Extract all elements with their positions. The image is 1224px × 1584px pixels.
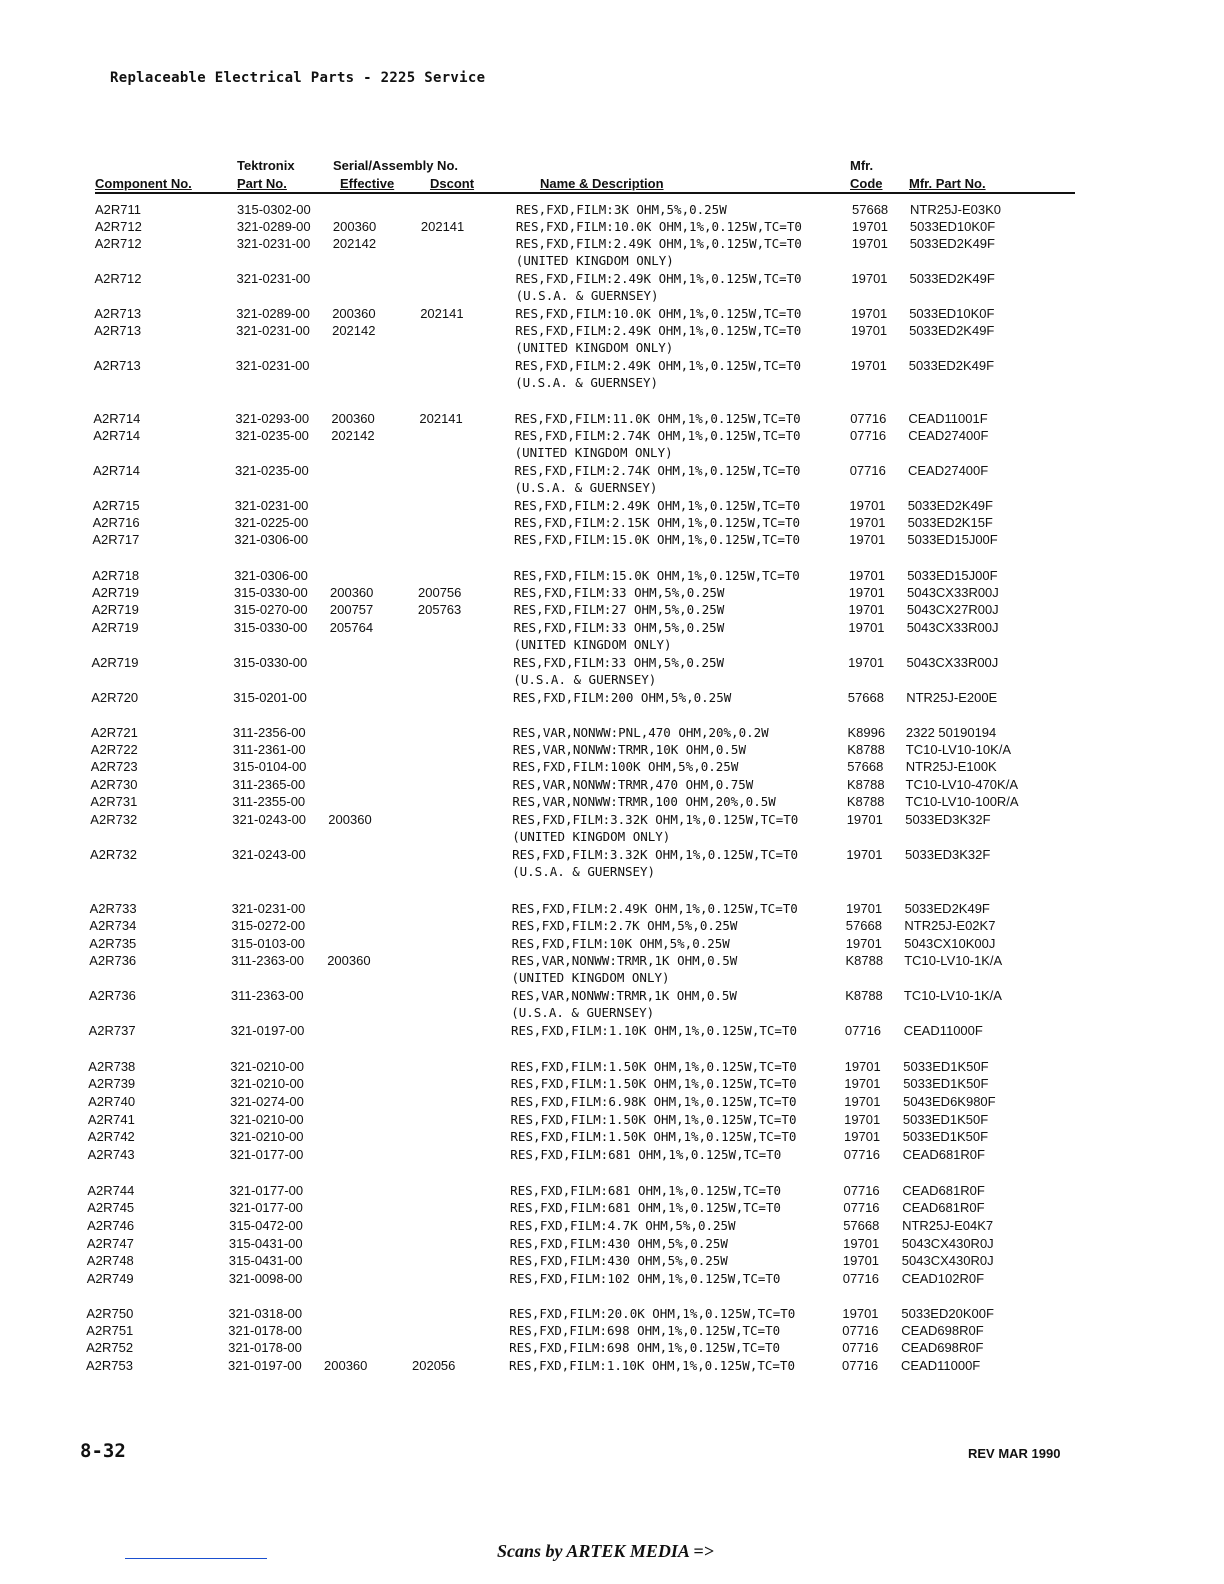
mfr-code: 19701 bbox=[842, 1306, 879, 1321]
description: RES,FXD,FILM:2.49K OHM,1%,0.125W,TC=T0 bbox=[514, 498, 801, 513]
part-no: 311-2361-00 bbox=[232, 742, 306, 757]
mfr-code: 07716 bbox=[844, 1023, 882, 1038]
part-no: 321-0231-00 bbox=[234, 498, 309, 513]
mfr-part-no: 2322 50190194 bbox=[905, 725, 997, 740]
mfr-part-no: CEAD681R0F bbox=[902, 1200, 985, 1215]
part-no: 315-0431-00 bbox=[228, 1253, 303, 1268]
description: RES,FXD,FILM:100K OHM,5%,0.25W bbox=[512, 759, 739, 774]
part-no: 311-2355-00 bbox=[232, 794, 306, 809]
mfr-code: 07716 bbox=[843, 1183, 880, 1198]
part-no: 321-0274-00 bbox=[230, 1094, 304, 1109]
part-no: 321-0178-00 bbox=[228, 1340, 302, 1355]
description-note: (UNITED KINGDOM ONLY) bbox=[515, 340, 674, 355]
description: RES,FXD,FILM:33 OHM,5%,0.25W bbox=[513, 620, 725, 635]
part-no: 321-0243-00 bbox=[232, 812, 307, 827]
description: RES,FXD,FILM:3.32K OHM,1%,0.125W,TC=T0 bbox=[512, 812, 799, 827]
component-no: A2R741 bbox=[87, 1112, 135, 1127]
serial-effective: 202142 bbox=[332, 323, 376, 338]
component-no: A2R714 bbox=[93, 428, 141, 443]
component-no: A2R720 bbox=[91, 690, 139, 705]
component-no: A2R716 bbox=[92, 515, 140, 530]
part-no-header: Part No. bbox=[237, 176, 287, 191]
component-no: A2R719 bbox=[91, 655, 139, 670]
part-no: 311-2356-00 bbox=[232, 725, 306, 740]
mfr-part-no: 5033ED1K50F bbox=[903, 1059, 989, 1074]
part-no: 315-0330-00 bbox=[234, 585, 308, 600]
mfr-part-no: CEAD681R0F bbox=[902, 1147, 985, 1162]
description-note: (U.S.A. & GUERNSEY) bbox=[515, 288, 659, 303]
mfr-part-no: CEAD102R0F bbox=[901, 1271, 985, 1286]
description: RES,FXD,FILM:15.0K OHM,1%,0.125W,TC=T0 bbox=[514, 532, 800, 547]
component-no: A2R736 bbox=[89, 953, 137, 968]
part-no: 321-0231-00 bbox=[235, 358, 310, 373]
part-no: 321-0178-00 bbox=[228, 1323, 303, 1338]
component-no-header: Component No. bbox=[95, 176, 192, 191]
mfr-part-no: NTR25J-E02K7 bbox=[904, 918, 996, 933]
serial-dscont: 202141 bbox=[420, 306, 464, 321]
part-no: 321-0243-00 bbox=[232, 847, 306, 862]
description: RES,FXD,FILM:3K OHM,5%,0.25W bbox=[516, 202, 727, 217]
mfr-code: 19701 bbox=[848, 620, 885, 635]
component-no: A2R718 bbox=[92, 568, 140, 583]
component-no: A2R731 bbox=[90, 794, 138, 809]
part-no: 315-0302-00 bbox=[237, 202, 311, 217]
mfr-code: 19701 bbox=[845, 936, 882, 951]
mfr-code: 07716 bbox=[850, 428, 887, 443]
mfr-part-no: 5033ED2K49F bbox=[909, 323, 995, 338]
description: RES,FXD,FILM:200 OHM,5%,0.25W bbox=[513, 690, 732, 705]
mfr-code: 57668 bbox=[843, 1218, 880, 1233]
description: RES,FXD,FILM:430 OHM,5%,0.25W bbox=[509, 1236, 728, 1251]
part-no: 321-0318-00 bbox=[228, 1306, 303, 1321]
mfr-code: 07716 bbox=[842, 1340, 879, 1355]
component-no: A2R719 bbox=[91, 602, 139, 617]
mfr-code: 19701 bbox=[848, 585, 885, 600]
mfr-code: 19701 bbox=[851, 271, 888, 286]
serial-effective: 205764 bbox=[329, 620, 374, 635]
mfr-code: 07716 bbox=[849, 463, 886, 478]
component-no: A2R713 bbox=[93, 358, 141, 373]
component-no: A2R749 bbox=[86, 1271, 134, 1286]
description: RES,FXD,FILM:6.98K OHM,1%,0.125W,TC=T0 bbox=[510, 1094, 797, 1109]
mfr-part-no: 5033ED2K49F bbox=[904, 901, 990, 916]
component-no: A2R714 bbox=[93, 411, 141, 426]
mfr-code: 19701 bbox=[844, 1059, 881, 1074]
mfr-code: 19701 bbox=[848, 655, 885, 670]
mfr-part-no: CEAD27400F bbox=[908, 463, 989, 478]
description: RES,VAR,NONWW:TRMR,1K OHM,0.5W bbox=[511, 953, 738, 968]
part-no: 321-0293-00 bbox=[235, 411, 310, 426]
mfr-code: 19701 bbox=[848, 568, 885, 583]
mfr-code: 19701 bbox=[846, 812, 883, 827]
mfr-part-no: 5043CX430R0J bbox=[901, 1253, 994, 1268]
mfr-part-no: 5033ED2K49F bbox=[907, 498, 993, 513]
description: RES,FXD,FILM:15.0K OHM,1%,0.125W,TC=T0 bbox=[513, 568, 800, 583]
part-no: 321-0231-00 bbox=[236, 323, 310, 338]
mfr-part-no: 5043CX27R00J bbox=[906, 602, 999, 617]
part-no: 315-0270-00 bbox=[233, 602, 308, 617]
part-no: 315-0330-00 bbox=[233, 655, 308, 670]
description: RES,FXD,FILM:2.49K OHM,1%,0.125W,TC=T0 bbox=[511, 901, 798, 916]
mfr-code: 07716 bbox=[843, 1147, 880, 1162]
mfr-code: 19701 bbox=[843, 1236, 880, 1251]
serial-dscont: 205763 bbox=[417, 602, 462, 617]
component-no: A2R735 bbox=[89, 936, 137, 951]
mfr-part-no: 5033ED1K50F bbox=[902, 1112, 989, 1127]
description: RES,FXD,FILM:2.49K OHM,1%,0.125W,TC=T0 bbox=[515, 236, 802, 251]
mfr-code: 07716 bbox=[842, 1358, 879, 1373]
part-no: 315-0431-00 bbox=[228, 1236, 303, 1251]
mfr-part-no: 5033ED1K50F bbox=[902, 1129, 989, 1144]
description: RES,FXD,FILM:10.0K OHM,1%,0.125W,TC=T0 bbox=[515, 219, 802, 234]
component-no: A2R745 bbox=[87, 1200, 135, 1215]
mfr-part-no-header: Mfr. Part No. bbox=[909, 176, 986, 191]
part-no: 321-0306-00 bbox=[234, 568, 308, 583]
part-no: 321-0210-00 bbox=[229, 1129, 304, 1144]
description: RES,FXD,FILM:1.50K OHM,1%,0.125W,TC=T0 bbox=[510, 1112, 797, 1127]
serial-dscont: 202056 bbox=[412, 1358, 456, 1373]
component-no: A2R732 bbox=[90, 812, 138, 827]
description: RES,FXD,FILM:27 OHM,5%,0.25W bbox=[513, 602, 725, 617]
mfr-part-no: NTR25J-E200E bbox=[906, 690, 998, 705]
description: RES,FXD,FILM:102 OHM,1%,0.125W,TC=T0 bbox=[509, 1271, 781, 1286]
credit-link-underline bbox=[125, 1558, 267, 1559]
part-no: 311-2363-00 bbox=[231, 953, 304, 968]
description: RES,FXD,FILM:681 OHM,1%,0.125W,TC=T0 bbox=[510, 1200, 781, 1215]
description: RES,FXD,FILM:2.15K OHM,1%,0.125W,TC=T0 bbox=[514, 515, 801, 530]
part-no: 321-0231-00 bbox=[236, 271, 311, 286]
component-no: A2R734 bbox=[89, 918, 137, 933]
component-no: A2R722 bbox=[90, 742, 138, 757]
description: RES,FXD,FILM:1.50K OHM,1%,0.125W,TC=T0 bbox=[510, 1059, 797, 1074]
mfr-part-no: 5033ED3K32F bbox=[905, 847, 991, 862]
component-no: A2R732 bbox=[90, 847, 137, 862]
part-no: 321-0210-00 bbox=[230, 1076, 304, 1091]
description: RES,FXD,FILM:681 OHM,1%,0.125W,TC=T0 bbox=[510, 1147, 782, 1162]
mfr-code: 19701 bbox=[848, 602, 885, 617]
part-no: 315-0103-00 bbox=[231, 936, 306, 951]
description-note: (UNITED KINGDOM ONLY) bbox=[512, 829, 671, 844]
mfr-part-no: 5033ED2K49F bbox=[909, 236, 995, 251]
part-no: 315-0472-00 bbox=[229, 1218, 303, 1233]
mfr-part-no: 5033ED15J00F bbox=[907, 568, 998, 583]
component-no: A2R746 bbox=[87, 1218, 135, 1233]
mfr-part-no: 5043CX33R00J bbox=[907, 585, 999, 600]
component-no: A2R733 bbox=[89, 901, 137, 916]
mfr-code: 19701 bbox=[844, 1112, 881, 1127]
part-no: 321-0235-00 bbox=[235, 428, 309, 443]
mfr-code: 19701 bbox=[851, 306, 888, 321]
component-no: A2R715 bbox=[92, 498, 140, 513]
description-note: (U.S.A. & GUERNSEY) bbox=[513, 672, 657, 687]
mfr-part-no: 5033ED2K15F bbox=[907, 515, 993, 530]
mfr-part-no: NTR25J-E100K bbox=[905, 759, 997, 774]
description: RES,FXD,FILM:698 OHM,1%,0.125W,TC=T0 bbox=[509, 1323, 781, 1338]
description: RES,VAR,NONWW:TRMR,1K OHM,0.5W bbox=[511, 988, 737, 1003]
page-header: Replaceable Electrical Parts - 2225 Service bbox=[110, 70, 486, 86]
mfr-code: K8788 bbox=[845, 988, 883, 1003]
part-no: 321-0231-00 bbox=[231, 901, 306, 916]
mfr-part-no: CEAD681R0F bbox=[902, 1183, 985, 1198]
mfr-part-no: CEAD11001F bbox=[908, 411, 988, 426]
description-note: (UNITED KINGDOM ONLY) bbox=[514, 445, 673, 460]
mfr-part-no: NTR25J-E04K7 bbox=[902, 1218, 994, 1233]
mfr-part-no: 5033ED2K49F bbox=[909, 271, 995, 286]
component-no: A2R750 bbox=[86, 1306, 134, 1321]
mfr-code: 57668 bbox=[845, 918, 882, 933]
part-no: 311-2363-00 bbox=[230, 988, 304, 1003]
mfr-part-no: 5033ED10K0F bbox=[909, 306, 995, 321]
description: RES,FXD,FILM:3.32K OHM,1%,0.125W,TC=T0 bbox=[512, 847, 799, 862]
mfr-code: 57668 bbox=[847, 759, 884, 774]
component-no: A2R739 bbox=[88, 1076, 136, 1091]
mfr-part-no: CEAD11000F bbox=[901, 1358, 981, 1373]
mfr-code: 19701 bbox=[846, 901, 883, 916]
serial-dscont: 202141 bbox=[420, 219, 465, 234]
part-no: 321-0177-00 bbox=[229, 1147, 304, 1162]
component-no: A2R747 bbox=[86, 1236, 134, 1251]
description: RES,FXD,FILM:11.0K OHM,1%,0.125W,TC=T0 bbox=[514, 411, 801, 426]
part-no: 321-0225-00 bbox=[234, 515, 309, 530]
part-no: 315-0201-00 bbox=[233, 690, 307, 705]
description: RES,FXD,FILM:4.7K OHM,5%,0.25W bbox=[509, 1218, 736, 1233]
part-no: 321-0210-00 bbox=[230, 1059, 305, 1074]
description: RES,FXD,FILM:2.49K OHM,1%,0.125W,TC=T0 bbox=[515, 358, 802, 373]
mfr-part-no: 5033ED20K00F bbox=[901, 1306, 994, 1321]
component-no: A2R717 bbox=[92, 532, 140, 547]
mfr-part-no: TC10-LV10-1K/A bbox=[904, 953, 1003, 968]
component-no: A2R742 bbox=[87, 1129, 135, 1144]
revision-date: REV MAR 1990 bbox=[968, 1446, 1061, 1461]
name-description-header: Name & Description bbox=[540, 176, 664, 191]
mfr-code: 07716 bbox=[843, 1200, 880, 1215]
mfr-code: 19701 bbox=[851, 236, 888, 251]
mfr-part-no: TC10-LV10-10K/A bbox=[905, 742, 1012, 757]
component-no: A2R737 bbox=[88, 1023, 136, 1038]
description: RES,FXD,FILM:698 OHM,1%,0.125W,TC=T0 bbox=[509, 1340, 781, 1355]
part-no: 321-0197-00 bbox=[230, 1023, 305, 1038]
mfr-part-no: TC10-LV10-100R/A bbox=[905, 794, 1019, 809]
serial-effective: 202142 bbox=[331, 428, 375, 443]
mfr-code: 19701 bbox=[844, 1129, 881, 1144]
component-no: A2R719 bbox=[91, 620, 139, 635]
mfr-code: 19701 bbox=[851, 219, 889, 234]
mfr-part-no: 5033ED1K50F bbox=[903, 1076, 989, 1091]
description: RES,FXD,FILM:1.50K OHM,1%,0.125W,TC=T0 bbox=[510, 1076, 797, 1091]
part-no: 321-0177-00 bbox=[229, 1183, 304, 1198]
component-no: A2R712 bbox=[94, 271, 142, 286]
serial-effective: 200360 bbox=[332, 306, 376, 321]
mfr-code: 19701 bbox=[846, 847, 883, 862]
scan-credit: Scans by ARTEK MEDIA => bbox=[497, 1541, 714, 1561]
serial-effective: 200360 bbox=[332, 219, 377, 234]
mfr-code: 19701 bbox=[849, 532, 886, 547]
mfr-part-no: 5043CX33R00J bbox=[906, 655, 999, 670]
part-no: 321-0231-00 bbox=[236, 236, 311, 251]
mfr-part-no: CEAD698R0F bbox=[901, 1340, 984, 1355]
part-no: 321-0289-00 bbox=[236, 219, 311, 234]
mfr-code: K8788 bbox=[847, 777, 885, 792]
description-note: (U.S.A. & GUERNSEY) bbox=[514, 480, 658, 495]
mfr-part-no: TC10-LV10-1K/A bbox=[903, 988, 1002, 1003]
component-no: A2R713 bbox=[94, 323, 142, 338]
component-no: A2R723 bbox=[90, 759, 138, 774]
description-note: (UNITED KINGDOM ONLY) bbox=[513, 637, 672, 652]
part-no: 321-0210-00 bbox=[229, 1112, 304, 1127]
mfr-code: K8996 bbox=[847, 725, 886, 740]
mfr-code: 19701 bbox=[849, 498, 886, 513]
mfr-part-no: 5043CX10K00J bbox=[904, 936, 996, 951]
mfr-code: 19701 bbox=[844, 1076, 881, 1091]
part-no: 315-0272-00 bbox=[231, 918, 306, 933]
mfr-code: 57668 bbox=[847, 690, 884, 705]
description: RES,FXD,FILM:10K OHM,5%,0.25W bbox=[511, 936, 730, 951]
mfr-code: 07716 bbox=[842, 1271, 879, 1286]
component-no: A2R712 bbox=[94, 236, 142, 251]
description: RES,VAR,NONWW:TRMR,10K OHM,0.5W bbox=[512, 742, 746, 757]
part-no: 321-0098-00 bbox=[228, 1271, 303, 1286]
mfr-code: K8788 bbox=[847, 742, 885, 757]
description-note: (U.S.A. & GUERNSEY) bbox=[512, 864, 656, 879]
serial-effective: 200360 bbox=[328, 812, 372, 827]
mfr-part-no: 5043ED6K980F bbox=[903, 1094, 996, 1109]
mfr-code: 57668 bbox=[852, 202, 889, 217]
mfr-code: 19701 bbox=[849, 515, 886, 530]
description: RES,VAR,NONWW:PNL,470 OHM,20%,0.2W bbox=[512, 725, 769, 740]
page-number: 8-32 bbox=[80, 1440, 126, 1462]
component-no: A2R714 bbox=[93, 463, 140, 478]
component-no: A2R751 bbox=[86, 1323, 134, 1338]
mfr-code: 07716 bbox=[850, 411, 887, 426]
description: RES,FXD,FILM:33 OHM,5%,0.25W bbox=[513, 585, 725, 600]
part-no: 321-0235-00 bbox=[235, 463, 309, 478]
component-no: A2R753 bbox=[86, 1358, 133, 1373]
mfr-code: 07716 bbox=[842, 1323, 879, 1338]
mfr-code: K8788 bbox=[845, 953, 884, 968]
part-no: 315-0330-00 bbox=[233, 620, 308, 635]
mfr-part-no: 5033ED15J00F bbox=[907, 532, 998, 547]
part-no: 321-0177-00 bbox=[229, 1200, 303, 1215]
serial-effective: 202142 bbox=[332, 236, 377, 251]
component-no: A2R721 bbox=[90, 725, 138, 740]
description: RES,FXD,FILM:430 OHM,5%,0.25W bbox=[509, 1253, 728, 1268]
component-no: A2R744 bbox=[87, 1183, 135, 1198]
serial-effective: 200360 bbox=[324, 1358, 368, 1373]
description-note: (UNITED KINGDOM ONLY) bbox=[511, 970, 670, 985]
description: RES,FXD,FILM:10.0K OHM,1%,0.125W,TC=T0 bbox=[515, 306, 802, 321]
mfr-part-no: 5033ED10K0F bbox=[909, 219, 996, 234]
description: RES,FXD,FILM:33 OHM,5%,0.25W bbox=[513, 655, 725, 670]
component-no: A2R730 bbox=[90, 777, 138, 792]
component-no: A2R719 bbox=[92, 585, 139, 600]
mfr-code: 19701 bbox=[851, 323, 888, 338]
description: RES,FXD,FILM:1.10K OHM,1%,0.125W,TC=T0 bbox=[511, 1023, 797, 1038]
serial-dscont: 200756 bbox=[418, 585, 462, 600]
description-note: (UNITED KINGDOM ONLY) bbox=[515, 253, 674, 268]
mfr-part-no: CEAD11000F bbox=[903, 1023, 983, 1038]
mfr-part-no: CEAD698R0F bbox=[901, 1323, 984, 1338]
component-no: A2R713 bbox=[94, 306, 142, 321]
description: RES,FXD,FILM:2.74K OHM,1%,0.125W,TC=T0 bbox=[514, 463, 801, 478]
serial-effective: 200757 bbox=[329, 602, 374, 617]
component-no: A2R711 bbox=[95, 202, 142, 217]
description: RES,FXD,FILM:20.0K OHM,1%,0.125W,TC=T0 bbox=[509, 1306, 796, 1321]
serial-effective: 200360 bbox=[331, 411, 375, 426]
mfr-code: 19701 bbox=[850, 358, 887, 373]
mfr-code-header: Code bbox=[850, 176, 883, 191]
serial-effective: 200360 bbox=[330, 585, 374, 600]
mfr-code: 19701 bbox=[842, 1253, 880, 1268]
mfr-part-no: 5043CX430R0J bbox=[901, 1236, 994, 1251]
part-no: 315-0104-00 bbox=[232, 759, 307, 774]
part-no: 311-2365-00 bbox=[232, 777, 306, 792]
description: RES,FXD,FILM:2.74K OHM,1%,0.125W,TC=T0 bbox=[514, 428, 801, 443]
mfr-code: 19701 bbox=[844, 1094, 881, 1109]
description: RES,VAR,NONWW:TRMR,100 OHM,20%,0.5W bbox=[512, 794, 776, 809]
mfr-label: Mfr. bbox=[850, 158, 874, 173]
description-note: (U.S.A. & GUERNSEY) bbox=[511, 1005, 655, 1020]
mfr-part-no: 5033ED3K32F bbox=[905, 812, 991, 827]
serial-dscont: 202141 bbox=[419, 411, 463, 426]
mfr-part-no: 5033ED2K49F bbox=[908, 358, 995, 373]
description: RES,FXD,FILM:2.49K OHM,1%,0.125W,TC=T0 bbox=[515, 271, 802, 286]
description: RES,FXD,FILM:1.10K OHM,1%,0.125W,TC=T0 bbox=[509, 1358, 795, 1373]
component-no: A2R738 bbox=[88, 1059, 136, 1074]
description: RES,FXD,FILM:681 OHM,1%,0.125W,TC=T0 bbox=[510, 1183, 782, 1198]
component-no: A2R740 bbox=[88, 1094, 136, 1109]
description: RES,FXD,FILM:2.49K OHM,1%,0.125W,TC=T0 bbox=[515, 323, 802, 338]
component-no: A2R743 bbox=[87, 1147, 135, 1162]
mfr-part-no: 5043CX33R00J bbox=[906, 620, 999, 635]
description: RES,FXD,FILM:2.7K OHM,5%,0.25W bbox=[511, 918, 738, 933]
component-no: A2R748 bbox=[86, 1253, 134, 1268]
component-no: A2R752 bbox=[86, 1340, 134, 1355]
part-no: 321-0289-00 bbox=[236, 306, 310, 321]
part-no: 321-0306-00 bbox=[234, 532, 309, 547]
component-no: A2R736 bbox=[88, 988, 136, 1003]
mfr-part-no: TC10-LV10-470K/A bbox=[905, 777, 1018, 792]
serial-effective: 200360 bbox=[327, 953, 371, 968]
part-no: 321-0197-00 bbox=[228, 1358, 302, 1373]
description: RES,VAR,NONWW:TRMR,470 OHM,0.75W bbox=[512, 777, 754, 792]
description: RES,FXD,FILM:1.50K OHM,1%,0.125W,TC=T0 bbox=[510, 1129, 797, 1144]
tektronix-label: Tektronix bbox=[237, 158, 295, 173]
mfr-part-no: CEAD27400F bbox=[908, 428, 989, 443]
serial-assembly-label: Serial/Assembly No. bbox=[333, 158, 458, 173]
dscont-header: Dscont bbox=[430, 176, 475, 191]
mfr-code: K8788 bbox=[846, 794, 885, 809]
mfr-part-no: NTR25J-E03K0 bbox=[910, 202, 1002, 217]
effective-header: Effective bbox=[340, 176, 395, 191]
description-note: (U.S.A. & GUERNSEY) bbox=[515, 375, 659, 390]
component-no: A2R712 bbox=[94, 219, 142, 234]
